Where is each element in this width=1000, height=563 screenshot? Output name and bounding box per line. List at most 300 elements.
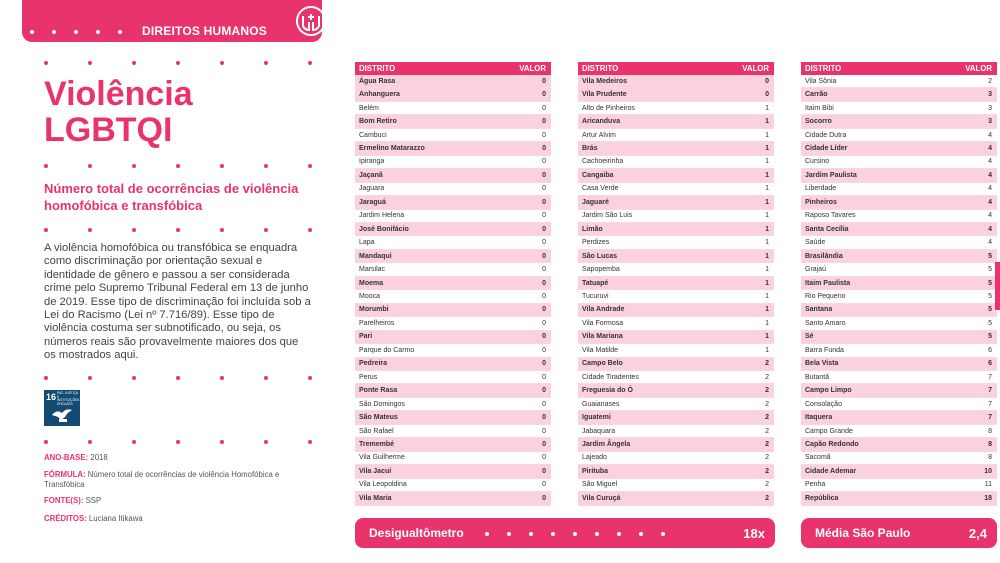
meta-fonte	[44, 496, 314, 506]
district-name: Artur Alvim	[582, 131, 616, 139]
district-name: Itaquera	[805, 414, 833, 422]
district-value: 0	[542, 414, 546, 422]
district-name: Saúde	[805, 239, 826, 247]
district-name: Rio Pequeno	[805, 292, 846, 300]
district-name: Liberdade	[805, 185, 837, 193]
table-row	[801, 129, 997, 142]
description-text: A violência homofóbica ou transfóbica se enquadra como discriminação por orientação sexual e identidade de gênero e passou a ser considerada crime pelo Supremo Tribunal Federal em 13 de junho de 2019. Esse tipo de discriminação foi incluída sob a Lei do Racismo (Lei nº 7.716/89). Esse tipo de violência costuma ser subnotificado, ou seja, os números reais são provavelmente maiores dos que os mostrados aqui.	[44, 242, 311, 362]
table-row	[578, 250, 774, 263]
table-row	[578, 169, 774, 182]
table-row	[578, 479, 774, 492]
district-name: São Lucas	[582, 252, 618, 260]
table-header	[578, 62, 774, 75]
district-name: Mooca	[359, 292, 381, 300]
table-row	[801, 156, 997, 169]
district-value: 0	[542, 333, 546, 341]
district-table-2	[578, 62, 774, 506]
table-row	[578, 452, 774, 465]
district-value: 4	[988, 171, 992, 179]
table-row	[801, 425, 997, 438]
district-value: 5	[988, 292, 992, 300]
table-row	[355, 492, 551, 505]
table-row	[801, 465, 997, 478]
header-distrito: DISTRITO	[805, 64, 842, 73]
table-row	[578, 465, 774, 478]
district-value: 3	[988, 118, 992, 126]
table-row	[355, 75, 551, 88]
district-name: Itaim Paulista	[805, 279, 851, 287]
district-value: 1	[765, 333, 769, 341]
table-row	[578, 425, 774, 438]
table-row	[801, 196, 997, 209]
district-value: 1	[765, 252, 769, 260]
district-value: 0	[542, 467, 546, 475]
district-value: 1	[765, 319, 769, 327]
district-value: 4	[988, 131, 992, 139]
district-value: 2	[765, 387, 769, 395]
header-dots	[30, 30, 130, 34]
header-valor: VALOR	[965, 64, 992, 73]
district-value: 0	[542, 427, 546, 435]
district-name: Cachoeirinha	[582, 158, 624, 166]
district-value: 0	[542, 481, 546, 489]
table-row	[801, 142, 997, 155]
district-name: Santo Amaro	[805, 319, 846, 327]
district-name: Bela Vista	[805, 360, 839, 368]
district-name: República	[805, 494, 839, 502]
table-row	[578, 384, 774, 397]
district-name: Capão Redondo	[805, 440, 859, 448]
district-name: São Domingos	[359, 400, 405, 408]
district-value: 4	[988, 239, 992, 247]
table-row	[355, 183, 551, 196]
district-name: Cambuci	[359, 131, 387, 139]
district-value: 0	[542, 225, 546, 233]
district-value: 0	[542, 266, 546, 274]
table-row	[801, 290, 997, 303]
ods-number: 16	[46, 392, 57, 402]
district-name: Lajeado	[582, 454, 607, 462]
district-value: 1	[765, 185, 769, 193]
district-name: Perus	[359, 373, 378, 381]
district-name: Jardim São Luis	[582, 212, 633, 220]
table-row	[355, 344, 551, 357]
district-value: 4	[988, 144, 992, 152]
table-row	[578, 236, 774, 249]
district-value: 4	[988, 212, 992, 220]
table-row	[801, 183, 997, 196]
dots-row-3	[44, 228, 314, 232]
district-value: 2	[765, 360, 769, 368]
district-value: 0	[765, 91, 769, 99]
district-value: 1	[765, 292, 769, 300]
table-row	[801, 411, 997, 424]
table-row	[578, 344, 774, 357]
district-name: Perdizes	[582, 239, 610, 247]
table-row	[578, 129, 774, 142]
table-row	[578, 88, 774, 101]
district-name: São Miguel	[582, 481, 618, 489]
media-value: 2,4	[968, 526, 987, 541]
table-row	[801, 452, 997, 465]
district-name: Lapa	[359, 239, 375, 247]
district-name: Anhanguera	[359, 91, 400, 99]
district-name: Morumbi	[359, 306, 389, 314]
district-value: 5	[988, 319, 992, 327]
district-name: Jardim Helena	[359, 212, 405, 220]
district-name: Aricanduva	[582, 118, 621, 126]
district-name: Belém	[359, 104, 379, 112]
district-value: 8	[988, 454, 992, 462]
district-value: 1	[765, 212, 769, 220]
district-name: Jabaquara	[582, 427, 616, 435]
district-value: 0	[765, 77, 769, 85]
table-row	[801, 344, 997, 357]
table-row	[801, 169, 997, 182]
meta-formula-value: Número total de ocorrências de violência Homofóbica e Transfóbica	[44, 470, 280, 489]
district-value: 1	[765, 239, 769, 247]
district-name: Vila Andrade	[582, 306, 625, 314]
table-row	[578, 75, 774, 88]
meta-formula-label: FÓRMULA:	[44, 470, 86, 479]
district-value: 1	[765, 118, 769, 126]
table-row	[578, 304, 774, 317]
district-name: Vila Mariana	[582, 333, 623, 341]
district-name: Vila Maria	[359, 494, 392, 502]
district-name: Vila Formosa	[582, 319, 624, 327]
district-name: Jaraguá	[359, 198, 386, 206]
table-row	[355, 210, 551, 223]
district-name: Raposo Tavares	[805, 212, 856, 220]
table-row	[578, 156, 774, 169]
district-value: 1	[765, 104, 769, 112]
table-row	[801, 304, 997, 317]
district-name: São Rafael	[359, 427, 394, 435]
district-name: Marsilac	[359, 266, 386, 274]
table-row	[355, 317, 551, 330]
district-value: 7	[988, 414, 992, 422]
district-name: Ponte Rasa	[359, 387, 398, 395]
table-row	[801, 210, 997, 223]
district-name: Barra Funda	[805, 346, 844, 354]
table-row	[355, 88, 551, 101]
table-row	[801, 384, 997, 397]
district-name: Jardim Ângela	[582, 440, 631, 448]
district-value: 5	[988, 333, 992, 341]
district-value: 0	[542, 440, 546, 448]
section-tag: DIREITOS HUMANOS	[142, 24, 267, 38]
table-row	[355, 290, 551, 303]
table-row	[578, 183, 774, 196]
table-row	[801, 398, 997, 411]
dots-row-5	[44, 440, 314, 444]
edge-marker	[995, 262, 1000, 310]
desig-dots	[485, 532, 675, 536]
district-value: 1	[765, 131, 769, 139]
district-value: 8	[988, 440, 992, 448]
district-value: 2	[765, 414, 769, 422]
district-value: 7	[988, 373, 992, 381]
media-bar	[801, 518, 997, 548]
district-name: Sacomã	[805, 454, 831, 462]
district-name: Campo Grande	[805, 427, 853, 435]
district-name: Carrão	[805, 91, 828, 99]
district-name: Limão	[582, 225, 603, 233]
meta-ano-value: 2018	[90, 453, 108, 462]
ods-badge	[44, 390, 80, 426]
district-value: 0	[542, 185, 546, 193]
table-row	[578, 411, 774, 424]
table-row	[578, 223, 774, 236]
table-row	[578, 102, 774, 115]
district-value: 6	[988, 360, 992, 368]
district-name: Vila Curuçá	[582, 494, 621, 502]
district-value: 0	[542, 387, 546, 395]
table-row	[578, 290, 774, 303]
ods-text: PAZ, JUSTIÇA E INSTITUIÇÕES EFICAZES	[57, 391, 80, 406]
table-row	[355, 371, 551, 384]
district-name: Jaçanã	[359, 171, 383, 179]
table-row	[578, 263, 774, 276]
district-name: Vila Leopoldina	[359, 481, 407, 489]
table-row	[578, 196, 774, 209]
district-value: 3	[988, 91, 992, 99]
meta-creditos-value: Luciana Itikawa	[88, 514, 143, 523]
table-row	[355, 384, 551, 397]
district-name: Tucuruvi	[582, 292, 609, 300]
district-name: Cidade Dutra	[805, 131, 847, 139]
header-distrito: DISTRITO	[359, 64, 396, 73]
table-row	[355, 263, 551, 276]
dots-row-4	[44, 376, 314, 380]
table-row	[801, 115, 997, 128]
meta-creditos-label: CRÉDITOS:	[44, 514, 87, 523]
district-name: Vila Sônia	[805, 77, 837, 85]
district-name: Bom Retiro	[359, 118, 397, 126]
district-value: 0	[542, 104, 546, 112]
district-value: 0	[542, 494, 546, 502]
meta-ano-label: ANO-BASE:	[44, 453, 89, 462]
district-value: 2	[765, 400, 769, 408]
table-row	[355, 142, 551, 155]
district-value: 0	[542, 77, 546, 85]
table-row	[355, 156, 551, 169]
district-value: 8	[988, 427, 992, 435]
district-name: Jaguara	[359, 185, 385, 193]
table-row	[578, 331, 774, 344]
table-row	[578, 358, 774, 371]
district-value: 0	[542, 373, 546, 381]
district-name: Consolação	[805, 400, 842, 408]
district-name: Sé	[805, 333, 814, 341]
district-value: 0	[542, 292, 546, 300]
table-row	[578, 277, 774, 290]
district-name: Vila Prudente	[582, 91, 627, 99]
district-value: 7	[988, 400, 992, 408]
district-value: 10	[984, 467, 992, 475]
district-name: Vila Guilherme	[359, 454, 405, 462]
district-name: Pedreira	[359, 360, 388, 368]
district-value: 0	[542, 306, 546, 314]
district-value: 6	[988, 346, 992, 354]
district-name: Cidade Tiradentes	[582, 373, 639, 381]
district-name: Casa Verde	[582, 185, 619, 193]
district-table-1	[355, 62, 551, 506]
district-name: Alto de Pinheiros	[582, 104, 635, 112]
district-value: 0	[542, 118, 546, 126]
title-line-2: LGBTQI	[44, 111, 173, 149]
district-value: 1	[765, 144, 769, 152]
district-name: Vila Medeiros	[582, 77, 628, 85]
header-valor: VALOR	[519, 64, 546, 73]
district-name: Santa Cecília	[805, 225, 849, 233]
table-row	[801, 277, 997, 290]
desigualtometro-value: 18x	[743, 526, 765, 541]
table-row	[578, 492, 774, 505]
table-row	[355, 398, 551, 411]
table-row	[355, 277, 551, 290]
table-row	[801, 223, 997, 236]
district-value: 1	[765, 306, 769, 314]
district-value: 1	[765, 266, 769, 274]
district-value: 0	[542, 198, 546, 206]
district-value: 0	[542, 360, 546, 368]
district-name: Brasilândia	[805, 252, 843, 260]
table-row	[355, 331, 551, 344]
district-name: Guaianases	[582, 400, 620, 408]
district-value: 1	[765, 171, 769, 179]
district-name: Pinheiros	[805, 198, 837, 206]
district-name: Parelheiros	[359, 319, 395, 327]
district-name: Freguesia do Ó	[582, 387, 633, 395]
district-name: Parque do Carmo	[359, 346, 415, 354]
table-row	[801, 438, 997, 451]
district-value: 5	[988, 306, 992, 314]
district-name: Moema	[359, 279, 384, 287]
page-subtitle: Número total de ocorrências de violência homofóbica e transfóbica	[44, 181, 299, 213]
district-value: 0	[542, 144, 546, 152]
district-name: Mandaqui	[359, 252, 392, 260]
desigualtometro-label: Desigualtômetro	[369, 526, 464, 540]
district-value: 4	[988, 198, 992, 206]
district-name: Cidade Ademar	[805, 467, 857, 475]
meta-fonte-label: FONTE(S):	[44, 496, 84, 505]
human-rights-icon	[294, 6, 328, 36]
district-name: Tatuapé	[582, 279, 609, 287]
district-name: Cidade Líder	[805, 144, 848, 152]
district-value: 2	[988, 77, 992, 85]
district-name: Socorro	[805, 118, 832, 126]
table-row	[801, 492, 997, 505]
table-row	[355, 358, 551, 371]
table-row	[355, 129, 551, 142]
table-row	[801, 371, 997, 384]
header-band	[22, 0, 322, 42]
district-value: 18	[984, 494, 992, 502]
table-row	[801, 263, 997, 276]
district-name: Pirituba	[582, 467, 609, 475]
district-value: 0	[542, 171, 546, 179]
table-row	[578, 115, 774, 128]
table-row	[578, 398, 774, 411]
table-row	[801, 331, 997, 344]
district-name: Grajaú	[805, 266, 827, 274]
table-header	[801, 62, 997, 75]
district-value: 5	[988, 252, 992, 260]
district-name: Iguatemi	[582, 414, 611, 422]
district-value: 1	[765, 225, 769, 233]
table-header	[355, 62, 551, 75]
media-label: Média São Paulo	[815, 526, 911, 540]
district-name: Santana	[805, 306, 833, 314]
district-value: 2	[765, 440, 769, 448]
meta-creditos	[44, 514, 314, 524]
district-value: 3	[988, 104, 992, 112]
district-name: Penha	[805, 481, 826, 489]
table-row	[355, 223, 551, 236]
table-row	[355, 425, 551, 438]
district-name: Vila Matilde	[582, 346, 619, 354]
table-row	[355, 102, 551, 115]
table-row	[355, 196, 551, 209]
desigualtometro-bar	[355, 518, 775, 548]
district-value: 2	[765, 373, 769, 381]
district-value: 2	[765, 481, 769, 489]
table-row	[801, 102, 997, 115]
meta-fonte-value: SSP	[85, 496, 102, 505]
district-name: Tremembé	[359, 440, 395, 448]
district-value: 0	[542, 400, 546, 408]
district-value: 0	[542, 131, 546, 139]
district-value: 2	[765, 494, 769, 502]
district-value: 1	[765, 158, 769, 166]
district-name: José Bonifácio	[359, 225, 409, 233]
header-distrito: DISTRITO	[582, 64, 619, 73]
table-row	[355, 236, 551, 249]
table-row	[801, 75, 997, 88]
district-name: Campo Belo	[582, 360, 623, 368]
table-row	[355, 479, 551, 492]
district-value: 0	[542, 454, 546, 462]
district-name: Ipiranga	[359, 158, 385, 166]
district-value: 2	[765, 454, 769, 462]
table-row	[801, 236, 997, 249]
table-row	[578, 210, 774, 223]
district-value: 5	[988, 266, 992, 274]
district-name: Campo Limpo	[805, 387, 852, 395]
district-value: 4	[988, 185, 992, 193]
district-name: Cursino	[805, 158, 830, 166]
district-value: 0	[542, 158, 546, 166]
district-name: Butantã	[805, 373, 830, 381]
district-name: Jaguaré	[582, 198, 609, 206]
district-value: 0	[542, 239, 546, 247]
district-name: Vila Jacuí	[359, 467, 392, 475]
dove-icon	[49, 405, 75, 423]
meta-formula	[44, 470, 314, 489]
district-name: Jardim Paulista	[805, 171, 857, 179]
title-line-1: Violência	[44, 75, 193, 113]
table-row	[801, 479, 997, 492]
district-value: 0	[542, 279, 546, 287]
table-row	[578, 371, 774, 384]
table-row	[355, 250, 551, 263]
district-value: 0	[542, 252, 546, 260]
district-name: Pari	[359, 333, 373, 341]
meta-ano	[44, 453, 314, 463]
district-name: Água Rasa	[359, 77, 396, 85]
district-value: 4	[988, 225, 992, 233]
